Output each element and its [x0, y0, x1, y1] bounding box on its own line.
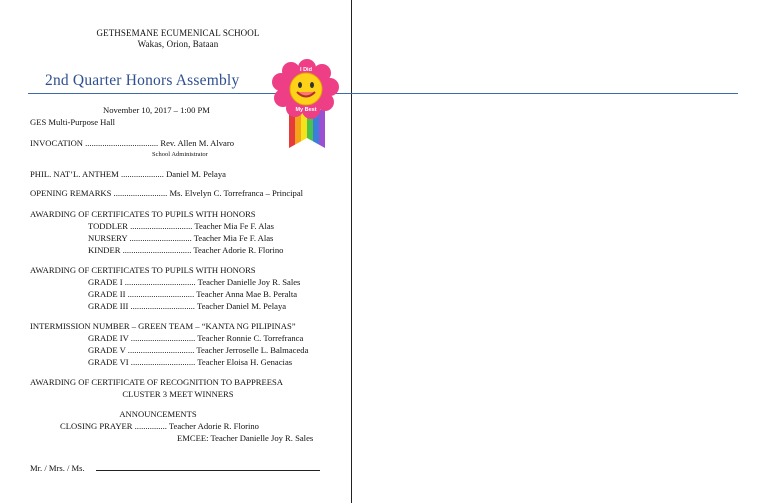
- row-label: GRADE III ..............................: [88, 301, 195, 311]
- program-item-opening: [30, 188, 303, 199]
- awarding2-row: [88, 289, 297, 300]
- signature-line: [96, 470, 320, 471]
- anthem-label: PHIL. NAT’L. ANTHEM ....................: [30, 169, 164, 179]
- awarding2-row: [88, 301, 286, 312]
- badge-ribbon-text: My Best: [295, 107, 317, 113]
- program-item-anthem: [30, 169, 226, 180]
- row-value: Teacher Ronnie C. Torrefranca: [197, 333, 304, 343]
- row-value: Teacher Anna Mae B. Peralta: [196, 289, 298, 299]
- intermission-row: [88, 333, 303, 344]
- program-item-invocation: [30, 138, 234, 149]
- event-venue: GES Multi-Purpose Hall: [30, 117, 115, 127]
- awarding1-row: [88, 245, 283, 256]
- closing-label: CLOSING PRAYER ...............: [60, 421, 167, 431]
- invocation-note: School Administrator: [152, 151, 208, 158]
- badge-top-text: I Did: [300, 67, 312, 73]
- signature-label: Mr. / Mrs. / Ms.: [30, 463, 85, 473]
- row-label: GRADE II ...............................: [88, 289, 195, 299]
- event-title: 2nd Quarter Honors Assembly: [45, 72, 240, 89]
- row-label: KINDER ................................: [88, 245, 192, 255]
- row-value: Teacher Jerroselle L. Balmaceda: [196, 345, 309, 355]
- awarding1-heading: AWARDING OF CERTIFICATES TO PUPILS WITH HONORS: [30, 209, 256, 219]
- emcee: EMCEE: Teacher Danielle Joy R. Sales: [177, 433, 314, 443]
- intermission-row: [88, 357, 292, 368]
- smiley-face: [290, 73, 322, 105]
- program-item-closing: [60, 421, 259, 432]
- row-label: GRADE VI ..............................: [88, 357, 196, 367]
- event-date-time: November 10, 2017 – 1:00 PM: [103, 105, 210, 115]
- closing-value: Teacher Adorie R. Florino: [168, 421, 259, 431]
- anthem-value: Daniel M. Pelaya: [166, 169, 226, 179]
- badge-graphic: [270, 58, 340, 153]
- school-name: GETHSEMANE ECUMENICAL SCHOOL: [96, 28, 260, 38]
- row-label: GRADE V ...............................: [88, 345, 195, 355]
- smiley-flower-rosette-icon: [270, 58, 340, 153]
- row-label: GRADE IV ..............................: [88, 333, 196, 343]
- recognition-line2: CLUSTER 3 MEET WINNERS: [122, 389, 234, 399]
- awarding2-heading: AWARDING OF CERTIFICATES TO PUPILS WITH HONORS: [30, 265, 256, 275]
- announcements: ANNOUNCEMENTS: [119, 409, 197, 419]
- awarding1-row: [88, 233, 273, 244]
- invocation-label: INVOCATION ..................................: [30, 138, 159, 148]
- row-value: Teacher Adorie R. Florino: [193, 245, 284, 255]
- intermission-row: [88, 345, 308, 356]
- school-address: Wakas, Orion, Bataan: [137, 39, 219, 49]
- page-divider: [351, 0, 352, 503]
- row-label: TODDLER .............................: [88, 221, 193, 231]
- intermission-heading: INTERMISSION NUMBER – GREEN TEAM – “KANTA NG PILIPINAS”: [30, 321, 296, 331]
- invocation-value: Rev. Allen M. Alvaro: [160, 138, 235, 148]
- row-value: Teacher Mia Fe F. Alas: [194, 221, 275, 231]
- row-value: Teacher Eloisa H. Genacias: [197, 357, 293, 367]
- row-value: Teacher Daniel M. Pelaya: [196, 301, 287, 311]
- row-label: GRADE I .................................: [88, 277, 196, 287]
- row-value: Teacher Danielle Joy R. Sales: [197, 277, 301, 287]
- awarding1-row: [88, 221, 274, 232]
- opening-value: Ms. Elvelyn C. Torrefranca – Principal: [169, 188, 304, 198]
- school-header: [0, 28, 356, 50]
- title-underline: [28, 93, 738, 94]
- row-label: NURSERY .............................: [88, 233, 192, 243]
- awarding2-row: [88, 277, 300, 288]
- row-value: Teacher Mia Fe F. Alas: [193, 233, 274, 243]
- recognition-line1: AWARDING OF CERTIFICATE OF RECOGNITION TO BAPPREESA: [30, 377, 283, 387]
- opening-label: OPENING REMARKS .........................: [30, 188, 168, 198]
